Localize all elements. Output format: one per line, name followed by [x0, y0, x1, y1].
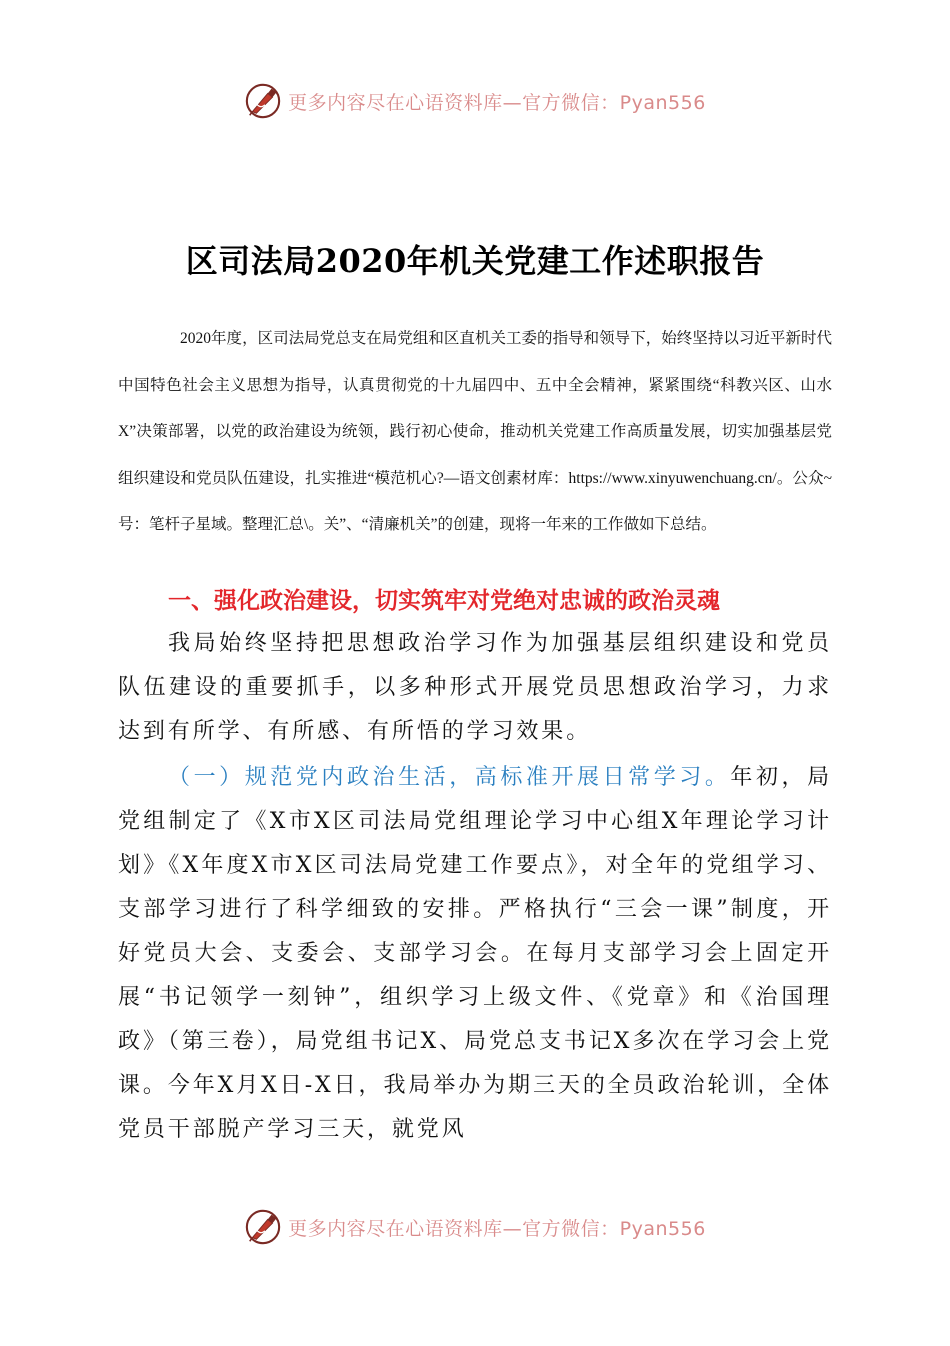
banner-slogan: 更多内容尽在心语资料库—官方微信： — [288, 1217, 620, 1240]
pen-nib-logo-icon — [244, 1208, 282, 1246]
section-1-paragraph-2 — [118, 756, 832, 1152]
subsection-1-heading: （一）规范党内政治生活，高标准开展日常学习。 — [168, 765, 731, 790]
pen-nib-logo-icon — [244, 82, 282, 120]
banner-slogan: 更多内容尽在心语资料库—官方微信： — [288, 91, 620, 114]
document-title: 区司法局2020年机关党建工作述职报告 — [185, 242, 765, 280]
section-1-paragraph-1: 我局始终坚持把思想政治学习作为加强基层组织建设和党员队伍建设的重要抓手，以多种形式开展党员思想政治学习，力求达到有所学、有所感、有所悟的学习效果。 — [118, 631, 832, 744]
banner-text — [288, 1214, 706, 1241]
intro-paragraph: 2020年度，区司法局党总支在局党组和区直机关工委的指导和领导下，始终坚持以习近平新时代中国特色社会主义思想为指导，认真贯彻党的十九届四中、五中全会精神，紧紧围绕“科教兴区、山水X”决策部署，以党的政治建设为统领，践行初心使命，推动机关党建工作高质量发展，切实加强基层党组织建设和党员队伍建设，扎实推进“模范机心?—语文创素材库：https://www.xinyuwenchuang.cn/。公众~号：笔杆子星域。整理汇总\。关”、“清廉机关”的创建，现将一年来的工作做如下总结。 — [118, 330, 832, 533]
footer-banner — [0, 1208, 950, 1246]
section-1-heading: 一、强化政治建设，切实筑牢对党绝对忠诚的政治灵魂 — [168, 588, 720, 614]
banner-text — [288, 88, 706, 115]
banner-wechat-id: Pyan556 — [619, 91, 706, 114]
header-banner — [0, 82, 950, 120]
subsection-1-text: 年初，局党组制定了《X市X区司法局党组理论学习中心组X年理论学习计划》《X年度X市X区司法局党建工作要点》，对全年的党组学习、支部学习进行了科学细致的安排。严格执行“三会一课”制度，开好党员大会、支委会、支部学习会。在每月支部学习会上固定开展“书记领学一刻钟”，组织学习上级文件、《党章》和《治国理政》（第三卷），局党组书记X、局党总支书记X多次在学习会上党课。今年X月X日-X日，我局举办为期三天的全员政治轮训，全体党员干部脱产学习三天，就党风 — [118, 765, 832, 1142]
banner-wechat-id: Pyan556 — [619, 1217, 706, 1240]
